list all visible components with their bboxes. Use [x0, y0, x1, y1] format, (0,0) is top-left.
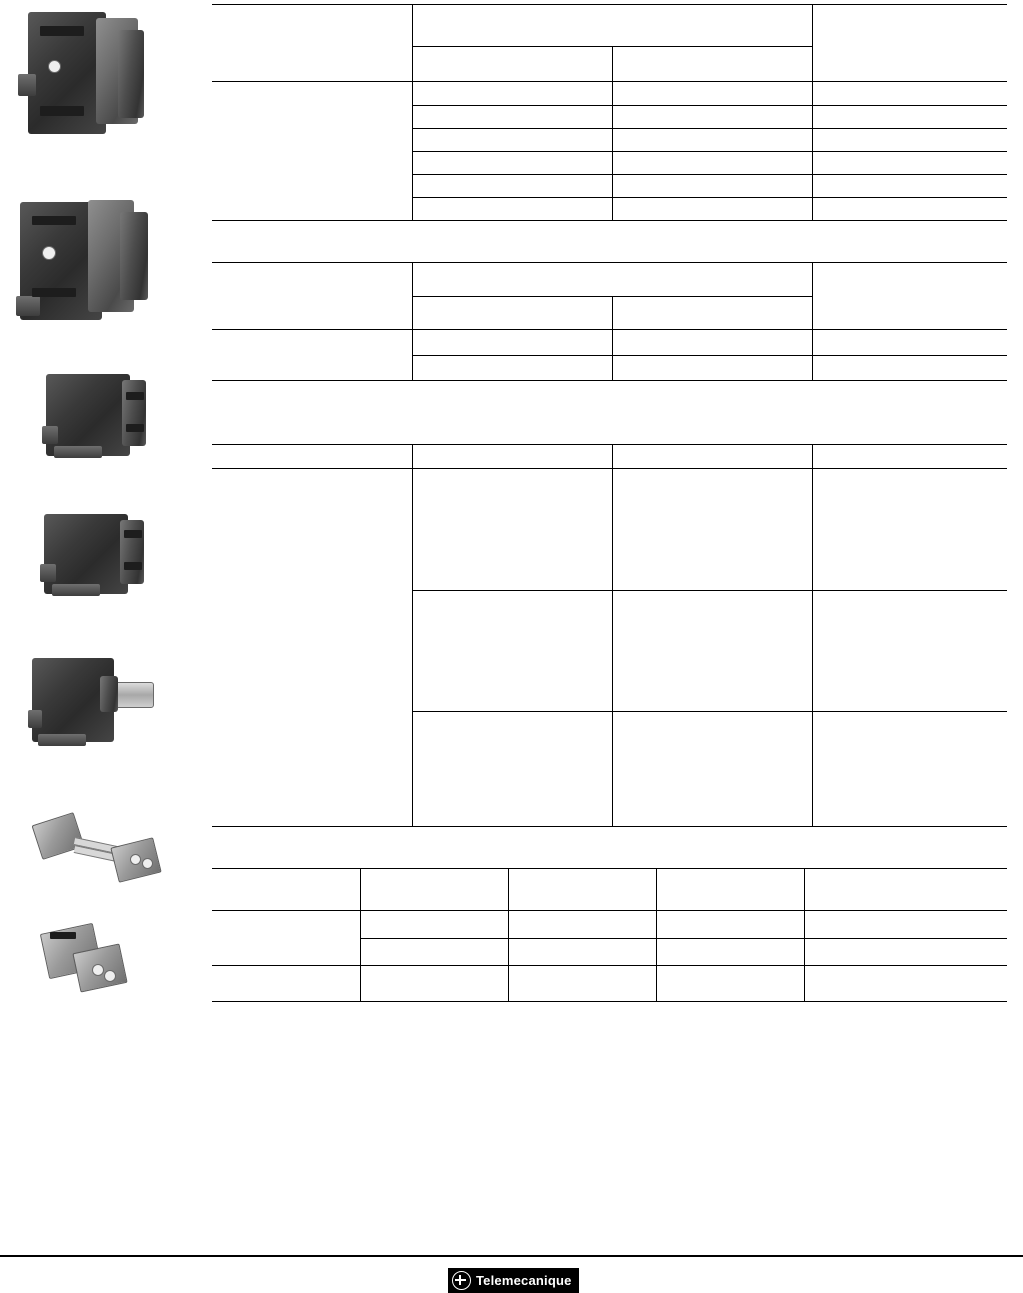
cell — [812, 330, 1007, 356]
cell — [612, 590, 812, 711]
brand-name: Telemecanique — [476, 1273, 572, 1288]
cell — [612, 46, 812, 82]
cell — [612, 82, 812, 106]
table-row — [212, 174, 1007, 197]
table-row — [212, 938, 1007, 966]
cell — [612, 197, 812, 221]
cell — [212, 151, 412, 174]
cell — [412, 330, 612, 356]
cell — [812, 151, 1007, 174]
cell — [212, 966, 360, 1002]
cell — [212, 711, 412, 827]
cell — [412, 711, 612, 827]
table-row — [212, 469, 1007, 591]
table-row — [212, 5, 1007, 47]
photo-light-block-with-lamp — [28, 650, 158, 760]
cell — [812, 355, 1007, 381]
product-photo-column — [0, 0, 210, 1292]
cell — [812, 263, 1007, 297]
table-row — [212, 869, 1007, 911]
cell — [812, 128, 1007, 151]
cell — [804, 966, 1007, 1002]
cell — [612, 105, 812, 128]
cell — [612, 128, 812, 151]
cell — [812, 445, 1007, 469]
brand-logo — [448, 1268, 579, 1293]
cell — [212, 911, 360, 939]
cell — [212, 869, 360, 911]
photo-contact-block-front — [18, 8, 158, 138]
cell — [360, 869, 508, 911]
cell — [612, 355, 812, 381]
cell — [412, 355, 612, 381]
cell — [612, 151, 812, 174]
table-connectors — [212, 868, 1007, 1002]
cell — [804, 869, 1007, 911]
cell — [656, 869, 804, 911]
table-row — [212, 296, 1007, 330]
cell — [612, 445, 812, 469]
table-row — [212, 355, 1007, 381]
table-row — [212, 590, 1007, 711]
cell — [212, 590, 412, 711]
cell — [508, 911, 656, 939]
photo-connector-plug — [36, 920, 146, 1006]
cell — [412, 296, 612, 330]
cell — [804, 911, 1007, 939]
cell — [812, 590, 1007, 711]
cell — [212, 197, 412, 221]
cell — [812, 46, 1007, 82]
cell — [612, 296, 812, 330]
cell — [508, 966, 656, 1002]
cell — [812, 105, 1007, 128]
cell — [812, 82, 1007, 106]
table-row — [212, 330, 1007, 356]
cell — [412, 445, 612, 469]
cell — [612, 330, 812, 356]
table-row — [212, 46, 1007, 82]
cell — [412, 590, 612, 711]
cell — [360, 911, 508, 939]
table-characteristics — [212, 444, 1007, 827]
cell — [212, 128, 412, 151]
cell — [508, 869, 656, 911]
cell — [212, 355, 412, 381]
telemecanique-logo-icon — [452, 1271, 471, 1290]
cell — [212, 105, 412, 128]
cell — [212, 82, 412, 106]
cell — [612, 469, 812, 591]
cell — [212, 938, 360, 966]
cell — [412, 197, 612, 221]
cell — [360, 966, 508, 1002]
cell — [212, 445, 412, 469]
footer-divider — [0, 1255, 1023, 1257]
table-row — [212, 911, 1007, 939]
table-contact-blocks — [212, 4, 1007, 221]
cell — [656, 911, 804, 939]
cell — [412, 174, 612, 197]
photo-single-contact-block — [42, 368, 150, 464]
cell — [656, 966, 804, 1002]
photo-connector-cable — [30, 812, 160, 884]
cell — [212, 5, 412, 47]
cell — [360, 938, 508, 966]
table-row — [212, 197, 1007, 221]
cell — [812, 197, 1007, 221]
table-row — [212, 711, 1007, 827]
cell — [412, 5, 812, 47]
cell — [812, 296, 1007, 330]
cell — [612, 174, 812, 197]
photo-single-contact-block-alt — [40, 508, 148, 604]
cell — [212, 263, 412, 297]
cell — [812, 5, 1007, 47]
cell — [412, 151, 612, 174]
cell — [412, 46, 612, 82]
cell — [508, 938, 656, 966]
cell — [412, 105, 612, 128]
photo-contact-block-side — [16, 196, 160, 326]
cell — [804, 938, 1007, 966]
cell — [212, 296, 412, 330]
table-row — [212, 263, 1007, 297]
table-row — [212, 445, 1007, 469]
cell — [412, 469, 612, 591]
cell — [612, 711, 812, 827]
cell — [812, 469, 1007, 591]
table-row — [212, 966, 1007, 1002]
cell — [412, 128, 612, 151]
cell — [212, 174, 412, 197]
table-row — [212, 82, 1007, 106]
cell — [212, 469, 412, 591]
cell — [412, 263, 812, 297]
table-light-blocks — [212, 262, 1007, 381]
table-row — [212, 151, 1007, 174]
cell — [412, 82, 612, 106]
cell — [656, 938, 804, 966]
cell — [212, 46, 412, 82]
cell — [812, 711, 1007, 827]
table-row — [212, 105, 1007, 128]
table-row — [212, 128, 1007, 151]
cell — [812, 174, 1007, 197]
cell — [212, 330, 412, 356]
